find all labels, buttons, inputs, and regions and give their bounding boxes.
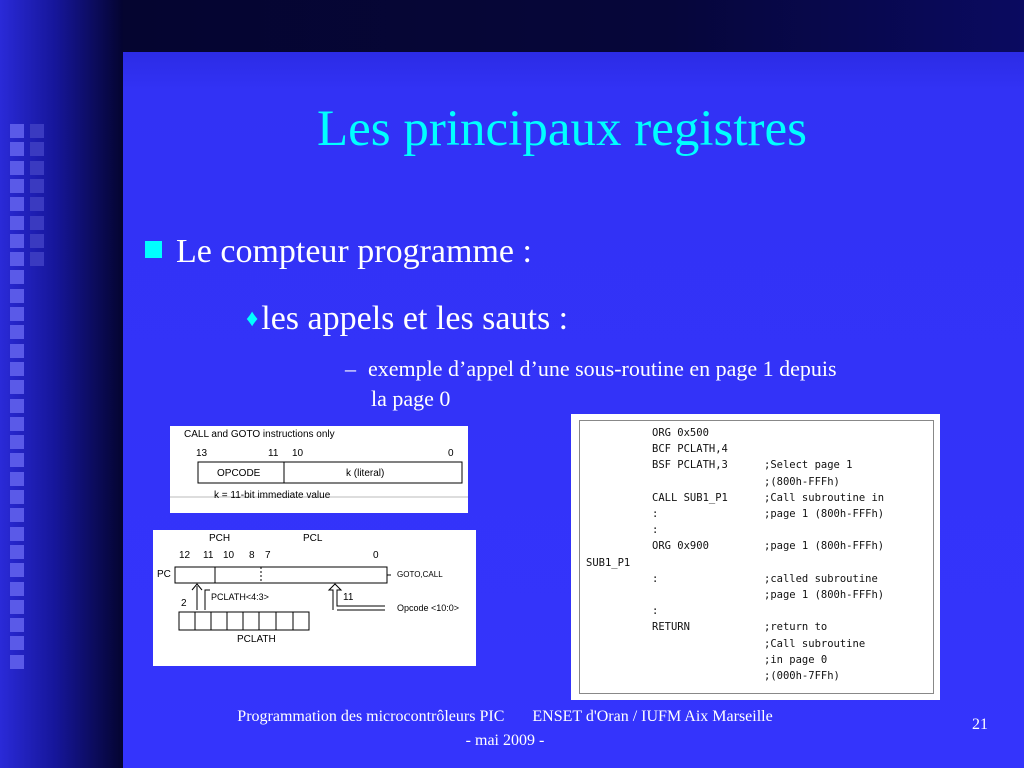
decorative-square xyxy=(10,472,24,486)
code-instr: : xyxy=(652,605,659,618)
bullet-level3-line1: exemple d’appel d’une sous-routine en page 1 depuis xyxy=(368,356,837,381)
decorative-square xyxy=(10,289,24,303)
decorative-square xyxy=(10,325,24,339)
decorative-square xyxy=(10,435,24,449)
decorative-square xyxy=(10,307,24,321)
decorative-square xyxy=(30,216,44,230)
decorative-square xyxy=(30,234,44,248)
decorative-square xyxy=(30,252,44,266)
decorative-square xyxy=(10,490,24,504)
decorative-square xyxy=(30,179,44,193)
code-comment: ;Select page 1 xyxy=(764,459,853,472)
decorative-square xyxy=(10,600,24,614)
fig2-num2: 2 xyxy=(181,598,187,609)
footer xyxy=(150,705,860,753)
fig1-bit10: 10 xyxy=(292,448,304,459)
decorative-square xyxy=(10,197,24,211)
fig2-pclath-bits: PCLATH<4:3> xyxy=(211,592,269,602)
fig2-diagram xyxy=(153,530,476,666)
fig2-pch-label: PCH xyxy=(209,533,231,544)
code-comment: ;(800h-FFFh) xyxy=(764,475,840,488)
code-listing-panel xyxy=(571,414,940,700)
footer-line2: - mai 2009 - xyxy=(465,732,545,749)
code-instr: : xyxy=(652,572,659,585)
fig2-bit8: 8 xyxy=(249,550,255,561)
decorative-square xyxy=(10,234,24,248)
code-comment: ;Call subroutine xyxy=(764,637,866,650)
diamond-bullet-icon: ♦ xyxy=(246,306,259,332)
decorative-square xyxy=(10,344,24,358)
decorative-square xyxy=(10,636,24,650)
code-listing-box xyxy=(579,420,934,694)
bullet-level2-text: les appels et les sauts : xyxy=(261,300,569,337)
decorative-square xyxy=(10,508,24,522)
decorative-square xyxy=(10,453,24,467)
instruction-format-figure xyxy=(170,426,468,513)
fig2-pc-label: PC xyxy=(157,569,171,580)
code-comment: ;page 1 (800h-FFFh) xyxy=(764,589,885,601)
slide-title: Les principaux registres xyxy=(316,101,807,157)
fig2-bit7: 7 xyxy=(265,550,271,561)
fig2-bit0: 0 xyxy=(373,550,379,561)
code-comment: ;page 1 (800h-FFFh) xyxy=(764,508,885,520)
fig1-note: k = 11-bit immediate value xyxy=(214,490,331,501)
page-number: 21 xyxy=(972,716,988,733)
fig2-opcode-bits: Opcode <10:0> xyxy=(397,603,460,613)
code-comment: ;Call subroutine in xyxy=(764,491,885,504)
fig2-bit11: 11 xyxy=(203,550,214,561)
bullet-level2 xyxy=(246,300,568,338)
fig2-pcl-label: PCL xyxy=(303,533,323,544)
decorative-square xyxy=(10,582,24,596)
code-comment: ;return to xyxy=(764,621,828,634)
top-band xyxy=(123,0,1024,52)
decorative-square xyxy=(10,618,24,632)
code-instr: BCF PCLATH,4 xyxy=(652,443,728,456)
decorative-square xyxy=(10,362,24,376)
decorative-square xyxy=(10,252,24,266)
code-instr: ORG 0x500 xyxy=(652,427,709,439)
code-instr: ORG 0x900 xyxy=(652,540,709,553)
decorative-square xyxy=(10,399,24,413)
decorative-square xyxy=(10,179,24,193)
fig1-literal-field: k (literal) xyxy=(346,468,385,479)
decorative-square xyxy=(10,545,24,559)
bullet-level3-line2: la page 0 xyxy=(371,386,451,411)
pc-loading-figure xyxy=(153,530,476,666)
code-instr: : xyxy=(652,508,659,520)
decorative-square xyxy=(10,527,24,541)
fig1-bit11: 11 xyxy=(268,448,279,459)
fig2-bit10: 10 xyxy=(223,550,235,561)
fig1-bit0: 0 xyxy=(448,448,454,459)
fig2-goto-call-label: GOTO,CALL xyxy=(397,570,443,579)
decorative-square xyxy=(10,216,24,230)
bullet-level3 xyxy=(345,354,1005,414)
code-instr: : xyxy=(652,524,659,537)
fig1-opcode-field: OPCODE xyxy=(217,468,261,479)
fig2-num11: 11 xyxy=(343,592,354,603)
code-instr: BSF PCLATH,3 xyxy=(652,459,728,472)
bullet-level1 xyxy=(145,233,532,271)
footer-line1: Programmation des microcontrôleurs PIC ENSET d'Oran / IUFM Aix Marseille xyxy=(237,708,773,725)
code-instr: RETURN xyxy=(652,621,690,634)
decorative-square xyxy=(30,161,44,175)
fig2-pclath-label: PCLATH xyxy=(237,634,276,645)
fig2-bit12: 12 xyxy=(179,550,191,561)
code-comment: ;page 1 (800h-FFFh) xyxy=(764,540,885,553)
code-instr: CALL SUB1_P1 xyxy=(652,491,728,504)
code-comment: ;in page 0 xyxy=(764,653,828,666)
decorative-square xyxy=(10,417,24,431)
decorative-square xyxy=(10,655,24,669)
code-label: SUB1_P1 xyxy=(586,556,631,569)
code-comment: ;called subroutine xyxy=(764,572,878,585)
decorative-square xyxy=(10,380,24,394)
decorative-square xyxy=(10,563,24,577)
decorative-square xyxy=(10,270,24,284)
square-bullet-icon xyxy=(145,241,162,258)
fig1-heading: CALL and GOTO instructions only xyxy=(184,429,335,440)
fig1-bit13: 13 xyxy=(196,448,208,459)
decorative-square xyxy=(30,197,44,211)
decorative-square xyxy=(10,161,24,175)
bullet-level1-text: Le compteur programme : xyxy=(176,233,532,270)
code-comment: ;(000h-7FFh) xyxy=(764,670,840,682)
dash-bullet: – xyxy=(345,356,356,381)
